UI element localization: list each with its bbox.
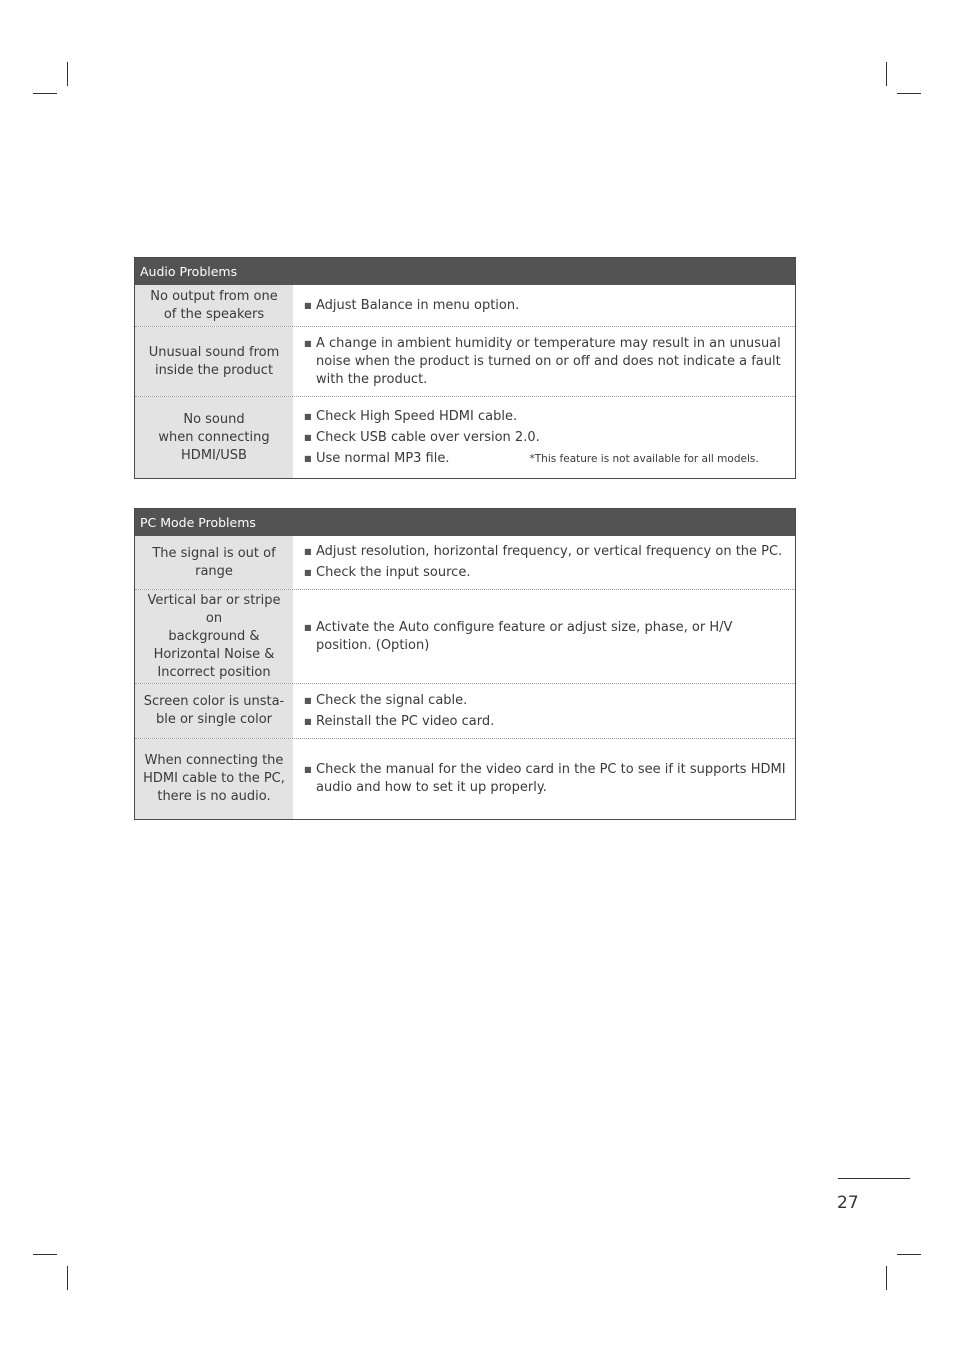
page-number: 27 — [837, 1193, 859, 1213]
solution-item: ■ Check the manual for the video card in the PC to see if it supports HDMI audio and how to set it up properly. — [304, 762, 786, 795]
bullet-icon: ■ — [304, 622, 312, 632]
problem-cell: The signal is out of range — [135, 536, 293, 589]
table-title: PC Mode Problems — [135, 509, 795, 536]
bullet-icon: ■ — [304, 411, 312, 421]
bullet-icon: ■ — [304, 547, 312, 556]
solution-item: ■ Reinstall the PC video card. — [304, 713, 495, 729]
crop-mark — [67, 62, 68, 86]
table-row — [135, 397, 795, 478]
solution-cell — [293, 397, 795, 478]
model-availability-note: *This feature is not available for all models. — [529, 452, 759, 465]
solution-item: ■ Check the input source. — [304, 565, 471, 580]
crop-mark — [33, 93, 57, 94]
table-row — [135, 684, 795, 739]
problem-cell: No sound when connecting HDMI/USB — [135, 397, 293, 478]
table-title: Audio Problems — [135, 258, 795, 285]
solution-cell — [293, 590, 795, 683]
solution-item: ■ A change in ambient humidity or temperature may result in an unusual noise when the product is turned on or off and does not indicate a fault with the product. — [304, 335, 781, 387]
solution-item: ■ Adjust Balance in menu option. — [304, 297, 520, 313]
bullet-icon: ■ — [304, 716, 312, 726]
bullet-icon: ■ — [304, 432, 312, 442]
solution-item: ■ Use normal MP3 file. *This feature is not available for all models. — [304, 450, 759, 466]
bullet-icon: ■ — [304, 695, 312, 705]
pc-mode-problems-table — [134, 508, 796, 820]
solution-item: ■ Activate the Auto configure feature or adjust size, phase, or H/V position. (Option) — [304, 619, 733, 653]
crop-mark — [897, 1254, 921, 1255]
problem-cell: Vertical bar or stripe on background & Horizontal Noise & Incorrect position — [135, 590, 293, 683]
solution-cell — [293, 285, 795, 326]
solution-item: ■ Check High Speed HDMI cable. — [304, 408, 518, 424]
table-row — [135, 739, 795, 819]
bullet-icon: ■ — [304, 338, 312, 348]
problem-cell: No output from one of the speakers — [135, 285, 293, 326]
solution-item: ■ Check the signal cable. — [304, 692, 468, 708]
solution-cell — [293, 536, 795, 589]
table-row — [135, 536, 795, 590]
problem-cell: Screen color is unsta- ble or single color — [135, 684, 293, 738]
solution-cell — [293, 327, 795, 396]
crop-mark — [33, 1254, 57, 1255]
audio-problems-table — [134, 257, 796, 479]
table-row — [135, 327, 795, 397]
page-number-rule — [838, 1178, 910, 1179]
crop-mark — [886, 62, 887, 86]
solution-cell — [293, 684, 795, 738]
solution-item: ■ Adjust resolution, horizontal frequency, or vertical frequency on the PC. — [304, 544, 783, 559]
solution-cell — [293, 739, 795, 819]
solution-item: ■ Check USB cable over version 2.0. — [304, 429, 540, 445]
crop-mark — [886, 1266, 887, 1290]
bullet-icon: ■ — [304, 568, 312, 577]
bullet-icon: ■ — [304, 453, 312, 463]
crop-mark — [897, 93, 921, 94]
table-row — [135, 590, 795, 684]
bullet-icon: ■ — [304, 300, 312, 310]
bullet-icon: ■ — [304, 765, 312, 774]
problem-cell: When connecting the HDMI cable to the PC, there is no audio. — [135, 739, 293, 819]
problem-cell: Unusual sound from inside the product — [135, 327, 293, 396]
table-row — [135, 285, 795, 327]
crop-mark — [67, 1266, 68, 1290]
